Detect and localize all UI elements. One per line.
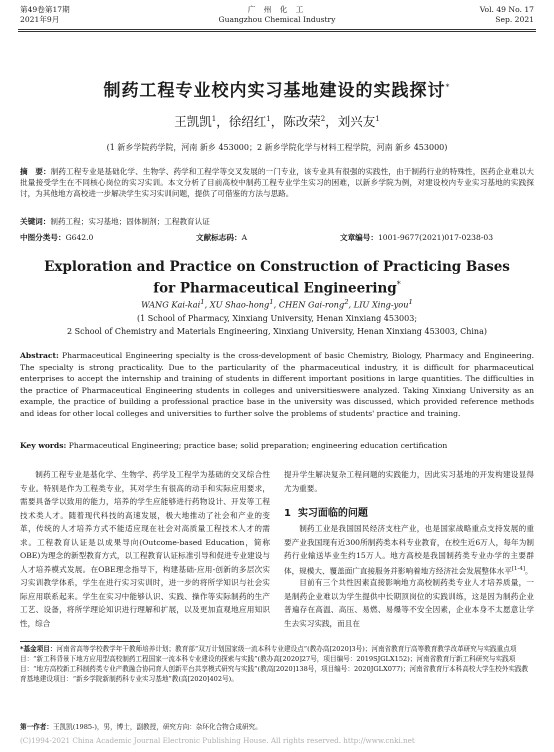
para-end: 。 bbox=[524, 566, 533, 576]
author-affiliation-mark: 1 bbox=[266, 114, 271, 123]
author-affiliation-mark: 1 bbox=[200, 298, 205, 306]
author-name: 徐绍红 bbox=[228, 114, 267, 129]
article-number-label: 文章编号： bbox=[340, 233, 378, 242]
clc-label: 中图分类号： bbox=[20, 233, 66, 242]
author-note-text: 王凯凯(1985-)，男，博士，副教授，研究方向：杂环化合物合成研究。 bbox=[52, 723, 262, 731]
author-affiliation-mark: 1 bbox=[408, 298, 413, 306]
affiliation-en-line2: 2 School of Chemistry and Materials Engineering, Xinxiang University, Henan Xinxiang 453003, China) bbox=[67, 327, 487, 336]
keywords-cn-text: 制药工程；实习基地；固体制剂；工程教育认证 bbox=[50, 217, 210, 226]
para-text: 制药工业是我国国民经济支柱产业，也是国家战略重点支持发展的重要产业我国现有近300所制药类本科专业教育，在校生近6万人，每年为制药行业输送毕业生约15万人。地方高校是我国制药类专业办学的主要群体，规模大、覆盖面广直接服务并影响着地方经济社会发展整体水平 bbox=[284, 524, 534, 576]
title-footnote-mark: * bbox=[445, 82, 451, 92]
author-name-en: WANG Kai-kai bbox=[141, 299, 201, 310]
abstract-en-text: Pharmaceutical Engineering specialty is the cross-development of basic Chemistry, Biology, Pharmacy and Engineering. The specialty is strong practicality. Due to the particularity of the pharmaceutical industry, it is difficult for pharmaceutical enterprises to accept the internship and training of students in different important positions in large quantities. The difficulties in the practice of Pharmaceutical Engineering students in colleges and universitieswere analyzed. Taking Xinxiang University as an example, the practice of building a professional practice base in the university was discussed, which provided reference methods and ideas for other local colleges and universities to further solve the problems of students' practice and training. bbox=[20, 351, 534, 418]
author-name-en: LIU Xing-you bbox=[353, 299, 409, 310]
author-name-en: XU Shao-hong bbox=[209, 299, 270, 310]
keywords-cn bbox=[20, 216, 210, 227]
section-title: 实习面临的问题 bbox=[297, 508, 368, 519]
article-number-value: 1001-9677(2021)017-0238-03 bbox=[377, 233, 494, 242]
author-name: 王凯凯 bbox=[174, 114, 212, 129]
keywords-en bbox=[20, 441, 447, 450]
abstract-en-label: Abstract: bbox=[20, 351, 59, 360]
title-en-line2-wrap bbox=[0, 276, 554, 298]
funding-text: 河南省高等学校教学年干教师培养计划；教育部“双万计划国家级一流本科专业建设点”(教办高[2020]3号)；河南省教育厅高等教育教学改革研究与实践重点项目：“新工科背景下地方应用型高校制药工程国家一流本科专业建设的探索与实践”(教办高[2020]27号，项目编号：2019SJGLX152)；河南省教育厅新工科研究与实践项目：“地方高校新工科制药类专业产教融合协同育人创新平台共享模式研究与实践”(教高[2020]138号，项目编号：2020JGLX077)；河南省教育厅本科高校大学生校外实践教育基地建设项目：“新乡学院新制药科专业实习基地”教(高[2020]402号)。 bbox=[20, 645, 529, 683]
title-cn-text: 制药工程专业校内实习基地建设的实践探讨 bbox=[103, 81, 446, 101]
author-separator: , bbox=[204, 299, 210, 310]
title-en-footnote-mark: * bbox=[396, 280, 401, 289]
paper-title-cn bbox=[0, 76, 554, 101]
body-paragraph-1-1 bbox=[284, 522, 534, 578]
author-footnote bbox=[20, 722, 534, 732]
affiliation-en-line1: (1 School of Pharmacy, Xinxiang University, Henan Xinxiang 453003; bbox=[136, 314, 418, 323]
affiliation-cn: (1 新乡学院药学院，河南 新乡 453000；2 新乡学院化学与材料工程学院，河南 新乡 453000) bbox=[106, 143, 448, 152]
citation-ref: [1-4] bbox=[511, 565, 525, 572]
header-rule-thin bbox=[18, 31, 536, 32]
funding-footnote bbox=[20, 644, 534, 684]
article-number bbox=[340, 232, 493, 243]
section-heading-1 bbox=[284, 504, 368, 519]
author-separator: ， bbox=[216, 114, 229, 129]
author-note-label: 第一作者： bbox=[20, 723, 53, 731]
doc-code-value: A bbox=[241, 233, 248, 242]
publication-date: 2021年9月 bbox=[20, 15, 60, 24]
document-code bbox=[196, 232, 247, 243]
author-affiliation-mark: 2 bbox=[320, 114, 326, 123]
journal-name bbox=[0, 5, 554, 25]
section-number: 1 bbox=[284, 508, 291, 519]
author-separator: ， bbox=[270, 114, 284, 129]
volume-issue-en: Vol. 49 No. 17 bbox=[479, 5, 534, 14]
author-affiliation-mark: 1 bbox=[375, 114, 380, 123]
doc-code-label: 文献标志码： bbox=[196, 233, 242, 242]
keywords-en-label: Key words: bbox=[20, 441, 67, 450]
publication-date-en: Sep. 2021 bbox=[495, 15, 534, 24]
author-separator: , bbox=[348, 299, 354, 310]
clc-value: G642.0 bbox=[65, 233, 94, 242]
body-paragraph-continued: 提升学生解决复杂工程问题的实践能力，因此实习基地的开发构建设显得尤为重要。 bbox=[284, 470, 534, 493]
header-rule bbox=[18, 29, 536, 30]
author-separator: , bbox=[273, 299, 279, 310]
volume-issue: 第49卷第17期 bbox=[20, 5, 70, 14]
funding-label: *基金项目： bbox=[20, 645, 57, 653]
authors-en bbox=[0, 298, 554, 310]
author-affiliation-mark: 2 bbox=[344, 298, 349, 306]
abstract-cn-text: 制药工程专业是基础化学、生物学、药学和工程学等交叉发展的一门专业，该专业具有很强的实践性，由于制药行业的特殊性，医药企业难以大批量接受学生在不同核心岗位的实习实训。本文分析了目前高校中制药工程专业学生实习的困难，以新乡学院为例，对建设校内专业实习基地的实践探讨，为其他地方高校进一步解决学生实习实训问题，提供了可借鉴的方法与思路。 bbox=[20, 167, 535, 198]
author-separator: ， bbox=[325, 114, 338, 129]
footnote-rule bbox=[20, 641, 140, 642]
author-affiliation-mark: 1 bbox=[211, 114, 217, 123]
author-name-en: CHEN Gai-rong bbox=[278, 299, 345, 310]
keywords-en-text: Pharmaceutical Engineering; practice base; solid preparation; engineering education certification bbox=[68, 441, 448, 450]
clc-number bbox=[20, 232, 93, 243]
keywords-cn-label: 关键词： bbox=[20, 217, 51, 226]
body-paragraph-intro: 制药工程专业是基化学、生物学、药学及工程学为基础的交叉综合性专业。特别是作为工程类专业，其对学生有很高的动手和实际应用要求，需要具备学以致用的能力，培养的学生应能够进行药物设计、开发等工程技术类人才。随着现代科技的高速发展，极大地推动了社会和产业的变革，传统的人才培养方式不能适应现在社会对高质量工程技术人才的需求。工程教育认证是以成果导向(Outcome-based Education，简称OBE)为理念的新型教育方式，以工程教育认证标准引导和促进专业建设与人才培养模式发展。在OBE理念指导下，构建基础-应用-创新的多层次实习实训教学体系，学生在进行实习实训时，进一步的将所学知识与社会实际应用联系起来。学生在实习中能够认识、实践、操作等实际制药的生产工艺、设备，将所学理论知识进行理解和扩展，以及更加直观地应用知识性，综合 bbox=[20, 470, 270, 628]
abstract-cn-label: 摘 要： bbox=[20, 167, 51, 176]
author-name: 刘兴友 bbox=[337, 114, 376, 129]
title-en-line2: for Pharmaceutical Engineering bbox=[153, 280, 397, 297]
paper-title-en bbox=[0, 258, 554, 298]
authors-cn bbox=[0, 112, 554, 130]
copyright-watermark: (C)1994-2021 China Academic Journal Electronic Publishing House. All rights reserved. http://www.cnki.net bbox=[20, 736, 415, 745]
author-affiliation-mark: 1 bbox=[269, 298, 274, 306]
abstract-cn bbox=[20, 166, 534, 199]
journal-issue-info-en bbox=[480, 5, 534, 25]
abstract-en bbox=[20, 350, 534, 420]
title-en-line1: Exploration and Practice on Construction of Practicing Bases bbox=[44, 259, 510, 275]
body-paragraph-1-2: 目前有三个共性因素直接影响地方高校制药类专业人才培养质量，一是制药企业难以为学生提供中长期顶岗位的实践训练，这是因为制药企业普遍存在高温、高压、易燃、易爆等不安全因素，企业本身不太愿意让学生去实习实践，而且在 bbox=[284, 578, 534, 628]
author-name: 陈改荣 bbox=[283, 114, 321, 129]
journal-name-cn: 广 州 化 工 bbox=[247, 5, 307, 14]
journal-name-en: Guangzhou Chemical Industry bbox=[218, 15, 336, 24]
